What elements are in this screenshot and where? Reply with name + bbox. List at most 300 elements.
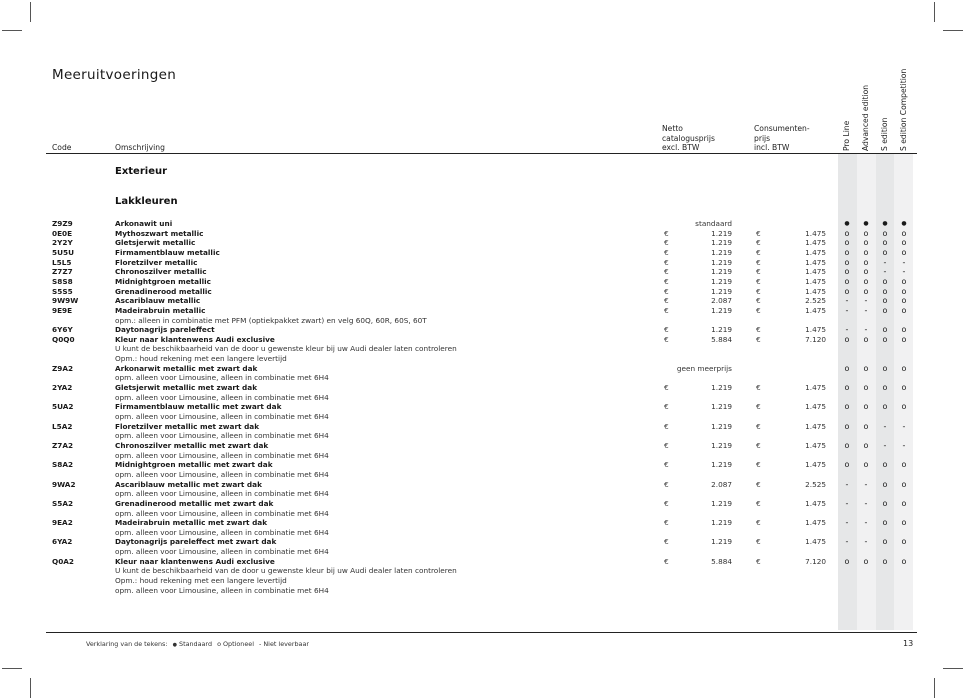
table-row [0, 267, 965, 277]
availability-mark: o [882, 286, 888, 296]
consumer-price: 1.475 [805, 325, 826, 335]
availability-mark: o [844, 257, 850, 267]
table-row-note [0, 509, 965, 519]
option-code: Q0Q0 [52, 334, 75, 344]
availability-mark: o [901, 334, 907, 344]
table-row [0, 499, 965, 509]
availability-mark: o [882, 325, 888, 335]
option-description: Gletsjerwit metallic [115, 238, 196, 248]
availability-mark: - [845, 537, 849, 547]
consumer-price: 1.475 [805, 537, 826, 547]
table-row-note [0, 373, 965, 383]
option-code: Z9Z9 [52, 219, 73, 228]
page-title: Meeruitvoeringen [52, 67, 177, 83]
availability-mark: o [844, 363, 850, 373]
option-code: S5A2 [52, 498, 74, 508]
option-code: S8A2 [52, 460, 74, 470]
netto-price: 1.219 [711, 238, 732, 248]
availability-mark: - [864, 518, 868, 528]
currency-symbol: € [756, 276, 761, 286]
availability-mark: o [844, 334, 850, 344]
table-row-note [0, 470, 965, 480]
availability-mark: o [844, 460, 850, 470]
option-description: Daytonagrijs pareleffect [115, 325, 215, 335]
availability-mark: - [902, 421, 906, 431]
availability-mark: o [863, 440, 869, 450]
table-row-note [0, 566, 965, 576]
availability-mark: o [901, 537, 907, 547]
option-note: opm. alleen voor Limousine, alleen in combinatie met 6H4 [115, 547, 329, 557]
availability-mark: o [882, 238, 888, 248]
option-note: opm. alleen voor Limousine, alleen in combinatie met 6H4 [115, 489, 329, 499]
currency-symbol: € [756, 296, 761, 306]
option-note: opm. alleen voor Limousine, alleen in combinatie met 6H4 [115, 527, 329, 537]
availability-mark: o [901, 460, 907, 470]
netto-price: 1.219 [711, 325, 732, 335]
table-row [0, 258, 965, 268]
availability-mark: o [882, 518, 888, 528]
currency-symbol: € [664, 537, 669, 547]
currency-symbol: € [664, 556, 669, 566]
option-description: Madeirabruin metallic met zwart dak [115, 518, 268, 528]
crop-mark [2, 668, 22, 669]
currency-symbol: € [664, 228, 669, 238]
consumer-price: 1.475 [805, 257, 826, 267]
table-row-note [0, 528, 965, 538]
header-description: Omschrijving [115, 143, 165, 152]
table-row-note [0, 354, 965, 364]
table-row-note [0, 412, 965, 422]
currency-symbol: € [756, 334, 761, 344]
availability-mark: ● [844, 220, 850, 227]
availability-mark: - [883, 440, 887, 450]
currency-symbol: € [664, 402, 669, 412]
consumer-price: 1.475 [805, 267, 826, 277]
availability-mark: o [844, 267, 850, 277]
currency-symbol: € [756, 556, 761, 566]
option-note: opm. alleen voor Limousine, alleen in combinatie met 6H4 [115, 373, 329, 383]
currency-symbol: € [756, 267, 761, 277]
currency-symbol: € [756, 383, 761, 393]
section-exterieur: Exterieur [115, 166, 168, 177]
table-row-note [0, 344, 965, 354]
option-note: Opm.: houd rekening met een langere levertijd [115, 354, 287, 364]
table-row [0, 480, 965, 490]
availability-mark: - [864, 479, 868, 489]
legend-optional: o Optioneel [217, 640, 254, 648]
currency-symbol: € [756, 257, 761, 267]
netto-price: 2.087 [711, 479, 732, 489]
option-description: Madeirabruin metallic [115, 305, 206, 315]
availability-mark: o [882, 247, 888, 257]
consumer-price: 1.475 [805, 460, 826, 470]
currency-symbol: € [756, 325, 761, 335]
currency-symbol: € [756, 518, 761, 528]
header-consumer-price: Consumenten- prijs incl. BTW [754, 124, 810, 153]
crop-mark [943, 668, 963, 669]
availability-mark: o [844, 383, 850, 393]
option-code: Z9A2 [52, 363, 74, 373]
option-note: opm. alleen voor Limousine, alleen in combinatie met 6H4 [115, 412, 329, 421]
legend [86, 640, 309, 648]
netto-price: 5.884 [711, 556, 732, 566]
table-row [0, 229, 965, 239]
option-code: L5L5 [52, 257, 72, 267]
availability-mark: o [844, 238, 850, 248]
availability-mark: o [901, 247, 907, 257]
option-code: L5A2 [52, 421, 73, 431]
consumer-price: 1.475 [805, 518, 826, 528]
currency-symbol: € [664, 440, 669, 450]
availability-mark: o [901, 518, 907, 528]
table-row-note [0, 576, 965, 586]
option-description: Kleur naar klantenwens Audi exclusive [115, 556, 275, 566]
option-description: Chronoszilver metallic met zwart dak [115, 440, 269, 450]
netto-price: 1.219 [711, 537, 732, 547]
crop-mark [934, 2, 935, 22]
availability-mark: - [883, 421, 887, 431]
currency-symbol: € [664, 421, 669, 431]
availability-mark: o [901, 276, 907, 286]
currency-symbol: € [756, 247, 761, 257]
header-rule [46, 153, 917, 154]
table-row [0, 518, 965, 528]
availability-mark: o [863, 238, 869, 248]
option-code: 9E9E [52, 305, 73, 315]
availability-mark: o [882, 276, 888, 286]
currency-symbol: € [664, 296, 669, 306]
availability-mark: - [845, 479, 849, 489]
availability-mark: - [845, 518, 849, 528]
consumer-price: 1.475 [805, 286, 826, 296]
table-row-note [0, 451, 965, 461]
availability-mark: - [845, 498, 849, 508]
table-row-note [0, 431, 965, 441]
currency-symbol: € [664, 267, 669, 277]
netto-price: 1.219 [711, 247, 732, 257]
table-row-note [0, 393, 965, 403]
table-row-note [0, 586, 965, 596]
option-note: opm.: alleen in combinatie met PFM (optiekpakket zwart) en velg 60Q, 60R, 60S, 60T [115, 315, 427, 325]
header-version-pro-line: Pro Line [842, 120, 851, 151]
availability-mark: o [882, 334, 888, 344]
option-note: U kunt de beschikbaarheid van de door u gewenste kleur bij uw Audi dealer laten controleren [115, 344, 457, 354]
option-code: 2YA2 [52, 383, 73, 393]
availability-mark: - [883, 257, 887, 267]
currency-symbol: € [664, 498, 669, 508]
currency-symbol: € [664, 334, 669, 344]
option-code: S5S5 [52, 286, 73, 296]
currency-symbol: € [664, 257, 669, 267]
availability-mark: o [863, 556, 869, 566]
option-description: Arkonawit uni [115, 219, 173, 228]
legend-label: Verklaring van de tekens: [86, 640, 168, 648]
page-number: 13 [903, 639, 914, 648]
availability-mark: o [901, 228, 907, 238]
table-row [0, 248, 965, 258]
crop-mark [943, 30, 963, 31]
consumer-price: 1.475 [805, 498, 826, 508]
availability-mark: o [863, 247, 869, 257]
optional-symbol: o [217, 640, 221, 648]
option-code: 0E0E [52, 228, 73, 238]
option-description: Kleur naar klantenwens Audi exclusive [115, 334, 275, 344]
option-description: Ascariblauw metallic [115, 296, 201, 306]
table-row [0, 364, 965, 374]
netto-price: 1.219 [711, 421, 732, 431]
netto-price: 1.219 [711, 402, 732, 412]
currency-symbol: € [664, 305, 669, 315]
availability-mark: o [882, 460, 888, 470]
table-row [0, 306, 965, 316]
option-description: Firmamentblauw metallic met zwart dak [115, 402, 282, 412]
availability-mark: o [844, 440, 850, 450]
netto-price: 1.219 [711, 286, 732, 296]
option-code: S8S8 [52, 276, 73, 286]
availability-mark: - [864, 498, 868, 508]
consumer-price: 1.475 [805, 305, 826, 315]
availability-mark: o [901, 556, 907, 566]
availability-mark: o [844, 228, 850, 238]
option-code: Z7A2 [52, 440, 74, 450]
netto-price: 1.219 [711, 498, 732, 508]
option-description: Mythoszwart metallic [115, 228, 204, 238]
table-row [0, 422, 965, 432]
header-version-s-edition: S edition [880, 117, 889, 151]
availability-mark: o [882, 537, 888, 547]
availability-mark: - [845, 305, 849, 315]
currency-symbol: € [756, 460, 761, 470]
availability-mark: o [863, 363, 869, 373]
currency-symbol: € [756, 479, 761, 489]
availability-mark: o [882, 305, 888, 315]
option-description: Grenadinerood metallic [115, 286, 212, 296]
availability-mark: o [844, 421, 850, 431]
option-code: 6Y6Y [52, 325, 73, 335]
legend-standard: ● Standaard [172, 640, 213, 648]
consumer-price: 1.475 [805, 421, 826, 431]
price-label: geen meerprijs [676, 363, 732, 373]
option-description: Ascariblauw metallic met zwart dak [115, 479, 262, 489]
option-note: opm. alleen voor Limousine, alleen in combinatie met 6H4 [115, 431, 329, 441]
table-row [0, 219, 965, 229]
availability-mark: o [901, 305, 907, 315]
option-code: 5U5U [52, 247, 75, 257]
availability-mark: o [901, 296, 907, 306]
availability-mark: o [901, 286, 907, 296]
currency-symbol: € [664, 276, 669, 286]
currency-symbol: € [756, 537, 761, 547]
currency-symbol: € [756, 238, 761, 248]
consumer-price: 2.525 [805, 296, 826, 306]
option-code: 9W9W [52, 296, 79, 306]
header-version-advanced: Advanced edition [861, 84, 870, 151]
availability-mark: - [902, 257, 906, 267]
availability-mark: o [863, 267, 869, 277]
section-lakkleuren: Lakkleuren [115, 196, 178, 207]
footer-rule [46, 632, 917, 633]
option-code: 6YA2 [52, 537, 73, 547]
availability-mark: o [863, 276, 869, 286]
currency-symbol: € [664, 518, 669, 528]
table-row [0, 287, 965, 297]
netto-price: 1.219 [711, 518, 732, 528]
option-code: 9WA2 [52, 479, 76, 489]
option-note: opm. alleen voor Limousine, alleen in combinatie met 6H4 [115, 508, 329, 518]
availability-mark: ● [901, 220, 907, 227]
option-code: 9EA2 [52, 518, 73, 528]
option-note: U kunt de beschikbaarheid van de door u gewenste kleur bij uw Audi dealer laten controleren [115, 566, 457, 576]
availability-mark: o [863, 402, 869, 412]
netto-price: 1.219 [711, 276, 732, 286]
currency-symbol: € [756, 286, 761, 296]
netto-price: 1.219 [711, 383, 732, 393]
option-note: opm. alleen voor Limousine, alleen in combinatie met 6H4 [115, 469, 329, 479]
crop-mark [934, 678, 935, 698]
option-description: Grenadinerood metallic met zwart dak [115, 498, 274, 508]
availability-mark: o [901, 325, 907, 335]
option-description: Arkonarwit metallic met zwart dak [115, 363, 258, 373]
header-netto-price: Netto catalogusprijs excl. BTW [662, 124, 715, 153]
availability-mark: o [882, 228, 888, 238]
option-code: Q0A2 [52, 556, 75, 566]
standard-symbol: ● [172, 642, 177, 648]
table-row [0, 335, 965, 345]
currency-symbol: € [756, 421, 761, 431]
currency-symbol: € [664, 325, 669, 335]
currency-symbol: € [664, 247, 669, 257]
availability-mark: o [863, 228, 869, 238]
currency-symbol: € [664, 383, 669, 393]
availability-mark: o [882, 556, 888, 566]
consumer-price: 1.475 [805, 276, 826, 286]
availability-mark: o [863, 286, 869, 296]
availability-mark: o [901, 402, 907, 412]
availability-mark: o [901, 383, 907, 393]
table-row [0, 402, 965, 412]
availability-mark: - [883, 267, 887, 277]
availability-mark: o [901, 498, 907, 508]
netto-price: 1.219 [711, 257, 732, 267]
availability-mark: o [901, 238, 907, 248]
availability-mark: o [882, 363, 888, 373]
option-description: Midnightgroen metallic met zwart dak [115, 460, 273, 470]
currency-symbol: € [756, 305, 761, 315]
table-row-note [0, 489, 965, 499]
availability-mark: o [901, 363, 907, 373]
consumer-price: 1.475 [805, 238, 826, 248]
table-row [0, 325, 965, 335]
availability-mark: o [844, 247, 850, 257]
consumer-price: 1.475 [805, 402, 826, 412]
availability-mark: o [844, 276, 850, 286]
table-row [0, 296, 965, 306]
availability-mark: o [863, 257, 869, 267]
currency-symbol: € [756, 440, 761, 450]
availability-mark: o [863, 421, 869, 431]
option-note: Opm.: houd rekening met een langere levertijd [115, 576, 287, 586]
crop-mark [30, 678, 31, 698]
currency-symbol: € [664, 238, 669, 248]
availability-mark: o [844, 556, 850, 566]
currency-symbol: € [756, 402, 761, 412]
consumer-price: 1.475 [805, 383, 826, 393]
header-version-s-competition: S edition Competition [899, 68, 908, 151]
not-available-symbol: - [259, 640, 262, 648]
price-label: standaard [695, 219, 732, 228]
currency-symbol: € [664, 460, 669, 470]
option-note: opm. alleen voor Limousine, alleen in combinatie met 6H4 [115, 392, 329, 402]
currency-symbol: € [756, 228, 761, 238]
consumer-price: 2.525 [805, 479, 826, 489]
table-row-note [0, 316, 965, 326]
availability-mark: - [864, 305, 868, 315]
option-description: Firmamentblauw metallic [115, 247, 220, 257]
option-code: 5UA2 [52, 402, 74, 412]
availability-mark: - [864, 537, 868, 547]
currency-symbol: € [664, 286, 669, 296]
option-description: Chronoszilver metallic [115, 267, 207, 277]
consumer-price: 7.120 [805, 334, 826, 344]
table-row [0, 537, 965, 547]
option-description: Floretzilver metallic met zwart dak [115, 421, 260, 431]
netto-price: 1.219 [711, 460, 732, 470]
netto-price: 5.884 [711, 334, 732, 344]
netto-price: 2.087 [711, 296, 732, 306]
option-note: opm. alleen voor Limousine, alleen in combinatie met 6H4 [115, 450, 329, 460]
availability-mark: - [864, 325, 868, 335]
table-row-note [0, 547, 965, 557]
availability-mark: o [882, 296, 888, 306]
availability-mark: o [863, 334, 869, 344]
netto-price: 1.219 [711, 267, 732, 277]
legend-not-available: - Niet leverbaar [259, 640, 309, 648]
table-row [0, 460, 965, 470]
table-row [0, 238, 965, 248]
currency-symbol: € [664, 479, 669, 489]
option-description: Daytonagrijs pareleffect met zwart dak [115, 537, 277, 547]
consumer-price: 1.475 [805, 440, 826, 450]
availability-mark: o [844, 402, 850, 412]
table-row [0, 383, 965, 393]
header-code: Code [52, 143, 72, 152]
option-code: 2Y2Y [52, 238, 73, 248]
availability-mark: o [882, 402, 888, 412]
availability-mark: - [902, 440, 906, 450]
availability-mark: - [845, 325, 849, 335]
availability-mark: - [845, 296, 849, 306]
netto-price: 1.219 [711, 440, 732, 450]
availability-mark: o [863, 460, 869, 470]
availability-mark: ● [863, 220, 869, 227]
crop-mark [2, 30, 22, 31]
table-row [0, 277, 965, 287]
currency-symbol: € [756, 498, 761, 508]
option-code: Z7Z7 [52, 267, 73, 277]
consumer-price: 1.475 [805, 228, 826, 238]
table-row [0, 557, 965, 567]
option-note: opm. alleen voor Limousine, alleen in combinatie met 6H4 [115, 585, 329, 595]
netto-price: 1.219 [711, 228, 732, 238]
availability-mark: o [882, 498, 888, 508]
table-row [0, 441, 965, 451]
netto-price: 1.219 [711, 305, 732, 315]
consumer-price: 7.120 [805, 556, 826, 566]
availability-mark: o [901, 479, 907, 489]
availability-mark: o [882, 383, 888, 393]
availability-mark: o [863, 383, 869, 393]
availability-mark: ● [882, 220, 888, 227]
